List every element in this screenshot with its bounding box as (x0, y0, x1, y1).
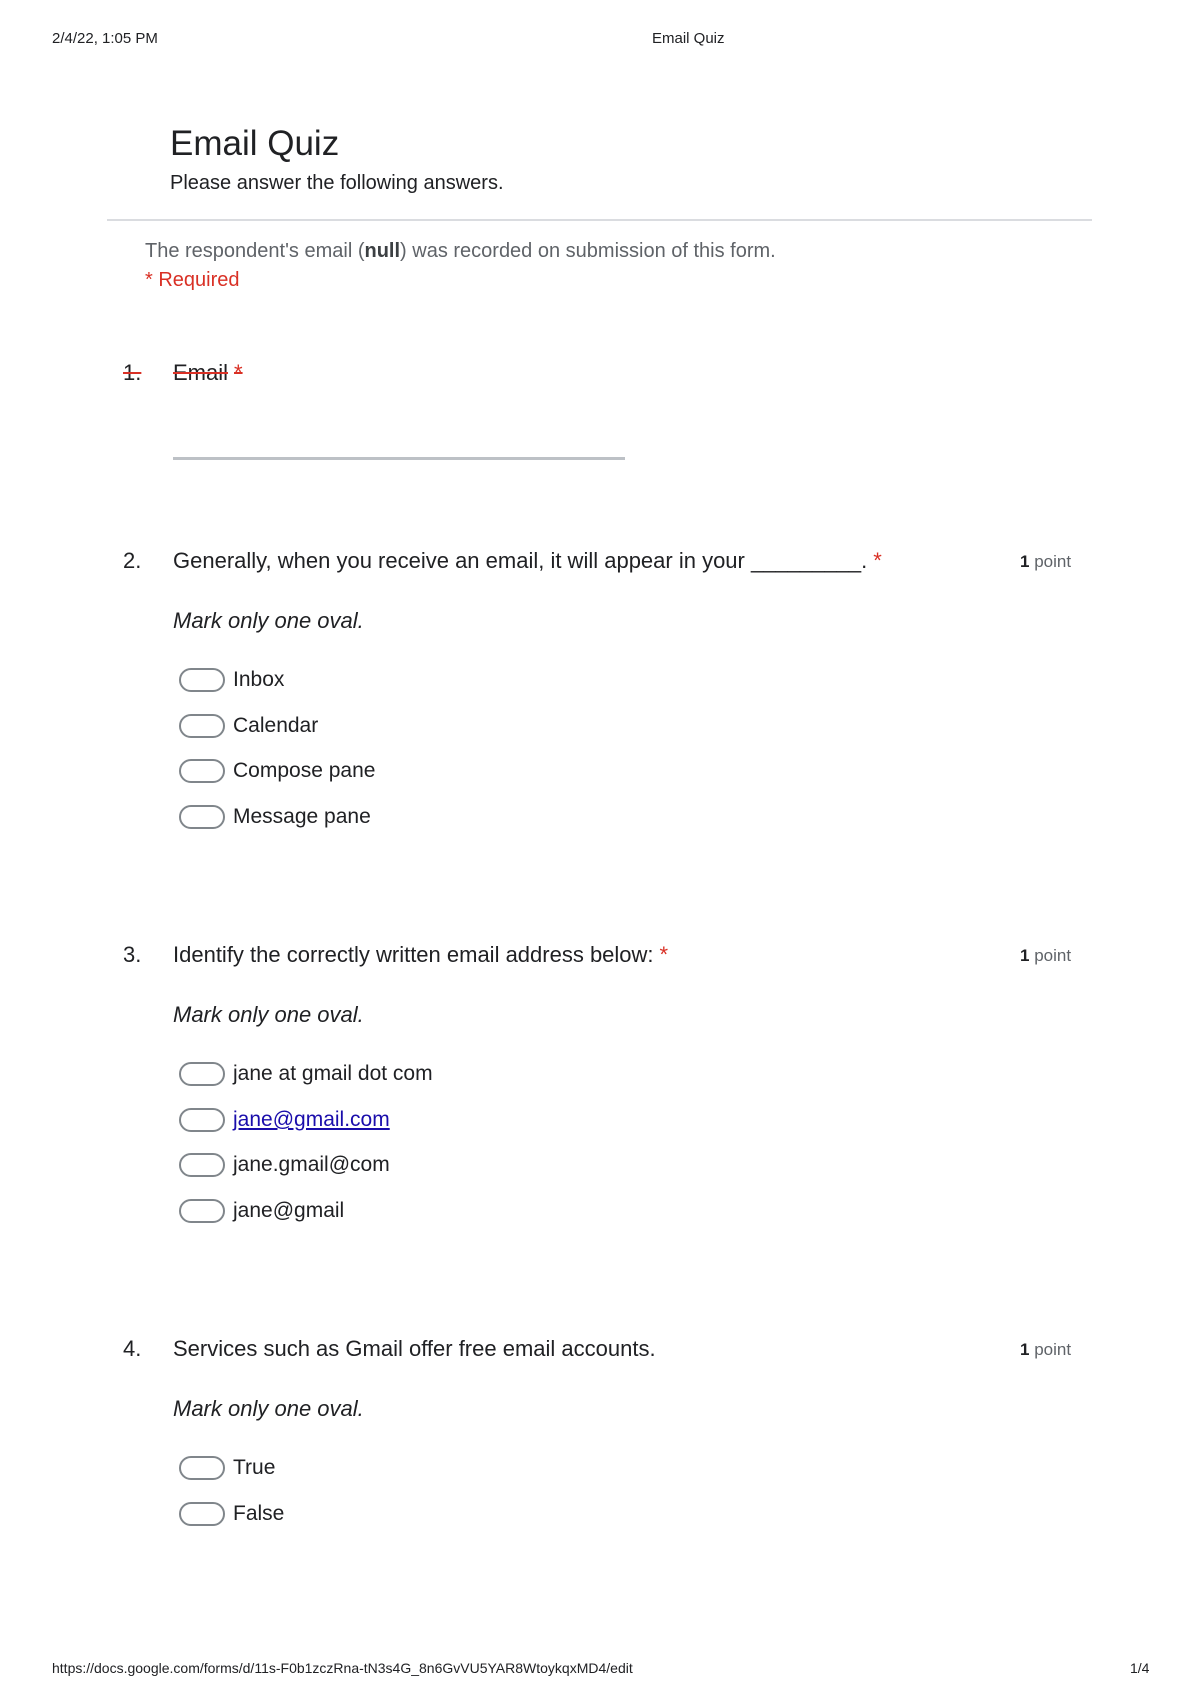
question-2-option[interactable] (179, 759, 375, 783)
question-2-label: Generally, when you receive an email, it will appear in your _________. (173, 548, 868, 573)
required-note: * Required (145, 269, 240, 291)
option-label: jane.gmail@com (233, 1153, 390, 1176)
question-2-text (173, 548, 882, 574)
print-url: https://docs.google.com/forms/d/11s-F0b1zczRna-tN3s4G_8n6GvVU5YAR8WtoykqxMD4/edit (52, 1660, 633, 1676)
email-note-prefix: The respondent's email ( (145, 240, 365, 262)
question-4-hint: Mark only one oval. (173, 1396, 364, 1421)
question-4-text: Services such as Gmail offer free email accounts. (173, 1336, 656, 1361)
option-label: Inbox (233, 668, 285, 691)
option-label: jane at gmail dot com (233, 1062, 433, 1085)
radio-oval[interactable] (179, 805, 225, 829)
question-3-text (173, 942, 668, 968)
question-2-option[interactable] (179, 805, 371, 829)
question-3-label: Identify the correctly written email address below: (173, 942, 654, 967)
question-4-number: 4. (123, 1336, 142, 1361)
header-divider (107, 219, 1092, 221)
question-3-points (1020, 946, 1071, 966)
print-title: Email Quiz (652, 30, 725, 47)
question-2-hint: Mark only one oval. (173, 608, 364, 633)
question-4-points (1020, 1340, 1071, 1360)
print-page-number: 1/4 (1130, 1660, 1150, 1676)
question-3-option[interactable] (179, 1108, 390, 1132)
option-label: Calendar (233, 714, 319, 737)
option-label: Message pane (233, 805, 371, 828)
radio-oval[interactable] (179, 759, 225, 783)
question-2-points (1020, 552, 1071, 572)
option-label: True (233, 1456, 276, 1479)
option-label: jane@gmail (233, 1199, 345, 1222)
required-star: * (234, 360, 243, 385)
points-label: point (1034, 1340, 1072, 1359)
question-2-option[interactable] (179, 668, 284, 692)
question-3-hint: Mark only one oval. (173, 1002, 364, 1027)
question-2-number: 2. (123, 548, 142, 573)
points-label: point (1034, 946, 1072, 965)
option-label: Compose pane (233, 759, 376, 782)
radio-oval[interactable] (179, 1456, 225, 1480)
email-note-value: null (364, 240, 401, 262)
radio-oval[interactable] (179, 1199, 225, 1223)
radio-oval[interactable] (179, 1108, 225, 1132)
question-4-option[interactable] (179, 1456, 275, 1480)
question-1-label: Email (173, 360, 229, 385)
question-3-option[interactable] (179, 1062, 433, 1086)
radio-oval[interactable] (179, 1502, 225, 1526)
required-star: * (873, 548, 882, 573)
question-1-text (173, 360, 243, 386)
question-3-number: 3. (123, 942, 142, 967)
print-datetime: 2/4/22, 1:05 PM (52, 30, 158, 47)
radio-oval[interactable] (179, 668, 225, 692)
question-3-option[interactable] (179, 1153, 390, 1177)
radio-oval[interactable] (179, 1062, 225, 1086)
form-description: Please answer the following answers. (170, 172, 504, 194)
email-answer-line[interactable] (173, 457, 625, 460)
radio-oval[interactable] (179, 714, 225, 738)
points-value: 1 (1020, 1340, 1030, 1359)
question-4-option[interactable] (179, 1502, 284, 1526)
email-note-suffix: ) was recorded on submission of this form. (400, 240, 776, 262)
radio-oval[interactable] (179, 1153, 225, 1177)
option-label: False (233, 1502, 285, 1525)
required-star: * (659, 942, 669, 967)
points-value: 1 (1020, 552, 1030, 571)
form-title: Email Quiz (170, 124, 340, 163)
points-value: 1 (1020, 946, 1030, 965)
points-label: point (1034, 552, 1072, 571)
email-recorded-note (145, 240, 776, 263)
option-email-link[interactable]: jane@gmail.com (233, 1108, 390, 1131)
question-2-option[interactable] (179, 714, 318, 738)
question-1-number: 1. (123, 360, 142, 385)
question-3-option[interactable] (179, 1199, 344, 1223)
